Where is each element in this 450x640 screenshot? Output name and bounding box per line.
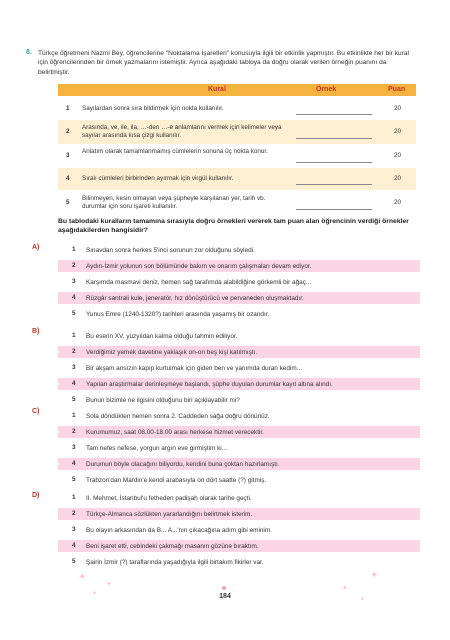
rule-points: 20 [394,175,402,182]
item-text: Trabzon'dan Mardin'e kendi arabasıyla on dört saatte (?) gitmiş. [86,476,267,484]
rule-text: Sayılardan sonra sıra bildirmek için nokta kullanılır. [82,105,224,112]
rule-text: Anlatım olarak tamamlanmamış cümlelerin sonuna üç nokta konur. [82,148,268,155]
dot-decoration-icon [222,586,226,590]
question-number: 8. [26,49,32,56]
rule-points: 20 [394,199,402,206]
star-decoration-icon: ✦ [78,572,87,583]
rule-points: 20 [394,128,402,135]
item-number: 2 [72,262,76,269]
rule-text: Bilinmeyen, kesin olmayan veya şüpheyle karşılanan yer, tarih vb. durumlar için soru işareti kullanılır. [82,195,266,211]
option-item [58,308,420,320]
item-number: 1 [72,246,76,253]
rule-row-5 [58,190,416,216]
option-item [58,276,420,288]
option-item [58,260,420,272]
option-item [58,410,420,422]
item-number: 4 [72,294,76,301]
option-item [58,492,420,504]
item-number: 1 [72,494,76,501]
example-blank [296,138,372,139]
star-decoration-icon: ✦ [342,585,348,592]
item-number: 3 [72,526,76,533]
option-item [58,362,420,374]
question-text: Bu tablodaki kuralların tamamına sırasıyla doğru örnekleri vererek tam puan alan öğrencinin verdiği örnekler aşağıdakilerden hangisidir? [58,218,409,235]
option-item [58,458,420,470]
example-blank [296,184,372,185]
rule-number: 4 [66,175,70,182]
item-text: Bir akşam ansızın kapıp kurtulmak için giden ben ve yanımda duran kedim... [86,364,302,372]
rule-points: 20 [394,105,402,112]
item-number: 1 [72,332,76,339]
option-item [58,292,420,304]
item-text: Durumun böyle olacağını biliyordu, kendini buna çoktan hazırlamıştı. [86,460,280,468]
option-item [58,394,420,406]
option-item [58,474,420,486]
option-item [58,330,420,342]
rule-row-4 [58,168,416,190]
item-text: Yunus Emre (1240-1320?) tarihleri arasında yaşamış bir ozandır. [86,310,270,318]
example-blank [296,162,372,163]
question-intro: Türkçe öğretmeni Nazmi Bey, öğrencilerine "Noktalama İşaretleri" konusuyla ilgili bir etkinlik yapmıştır. Bu etkinlikte her bir kural için öğrencilerinden bir örnek yazmalarını istemiştir. Ayrıca aşağıdaki tabloya da doğru olarak verilen örneğin puanını da belirtmiştir. [38,50,410,76]
option-item [58,508,420,520]
item-number: 2 [72,348,76,355]
item-text: Yapılan araştırmalar derinleşmeye başlandı, şüphe duyulan durumlar kayıt altına alındı. [86,380,333,388]
example-blank [296,209,372,210]
option-item [58,556,420,568]
item-number: 2 [72,510,76,517]
item-text: Bunun bizimle ne ilgisini olduğunu biri açıklayabilir mi? [86,396,240,404]
option-item [58,442,420,454]
item-text: Kurumumuz, saat 08.00-18.00 arası herkese hizmet verecektir. [86,428,264,436]
rule-number: 1 [66,105,70,112]
item-number: 3 [72,278,76,285]
item-number: 4 [72,542,76,549]
item-number: 4 [72,460,76,467]
item-number: 5 [72,558,76,565]
star-decoration-icon: ✦ [370,570,379,581]
header-ornek: Örnek [316,86,337,93]
star-decoration-icon: ✦ [106,581,112,588]
item-text: Bu eserin XV. yüzyıldan kalma olduğu tahmin ediliyor. [86,332,238,340]
item-number: 3 [72,444,76,451]
rule-row-1 [58,98,416,120]
option-item [58,524,420,536]
item-text: Rüzgâr santrali kule, jeneratör, hız dönüştürücü ve pervaneden oluşmaktadır. [86,294,304,302]
item-text: Sınavdan sonra herkes 5'inci sorunun zor olduğunu söyledi. [86,246,255,254]
item-text: Beni işaret etti, cebindeki çakmağı masanın gözüne bıraktım. [86,542,259,550]
rule-row-2 [58,120,416,144]
item-text: Şairin İzmir (?) taraflarında yaşadığıyla ilgili birtakım fikirler var. [86,558,264,566]
option-letter-c[interactable]: C) [32,408,40,415]
item-number: 3 [72,364,76,371]
rule-text: Sıralı cümleleri birbirinden ayırmak için virgül kullanılır. [82,175,234,182]
option-item [58,346,420,358]
option-item [58,244,420,256]
page-number: 184 [219,593,231,600]
header-kural: Kural [208,86,226,93]
header-puan: Puan [388,86,406,93]
item-text: Tam nefes nefese, yorgun argın eve girmiştim ki… [86,444,229,452]
item-number: 4 [72,380,76,387]
option-letter-a[interactable]: A) [32,244,40,251]
item-number: 5 [72,310,76,317]
rule-text: Arasında, ve, ile, ila, …-den …-e anlamlarını vermek için kelimeler veya sayılar arasında kısa çizgi kullanılır. [82,124,282,140]
item-text: Sola döndükten hemen sonra 2. Caddeden sağa doğru dönünüz. [86,412,270,420]
item-number: 1 [72,412,76,419]
option-letter-d[interactable]: D) [32,492,40,499]
item-text: II. Mehmet, İstanbul'u fetheden padişah olarak tarihe geçti. [86,494,252,502]
item-text: Verdiğimiz yemek davetine yaklaşık on-on beş kişi katılmıştı. [86,348,258,356]
rule-number: 3 [66,152,70,159]
example-blank [296,114,372,115]
star-decoration-icon: ✦ [360,597,366,603]
rule-number: 2 [66,128,70,135]
item-number: 2 [72,428,76,435]
rule-points: 20 [394,152,402,159]
option-letter-b[interactable]: B) [32,328,40,335]
item-text: Karşımda masmavi deniz, hemen sağ tarafımda alabildiğine görkemli bir ağaç... [86,278,312,286]
option-item [58,378,420,390]
rule-row-3 [58,144,416,168]
rule-number: 5 [66,199,70,206]
star-decoration-icon: ✦ [92,591,98,597]
item-number: 5 [72,396,76,403]
option-item [58,540,420,552]
rules-table-header [58,84,416,96]
item-text: Bu olayın arkasından da B... A...'nın çıkacağına adım gibi eminim. [86,526,272,534]
option-item [58,426,420,438]
item-number: 5 [72,476,76,483]
item-text: Türkçe-Almanca sözlükten yararlandığını belirtmek isterim. [86,510,253,518]
item-text: Aydın-İzmir yolunun son bölümünde bakım ve onarım çalışmaları devam ediyor. [86,262,312,270]
